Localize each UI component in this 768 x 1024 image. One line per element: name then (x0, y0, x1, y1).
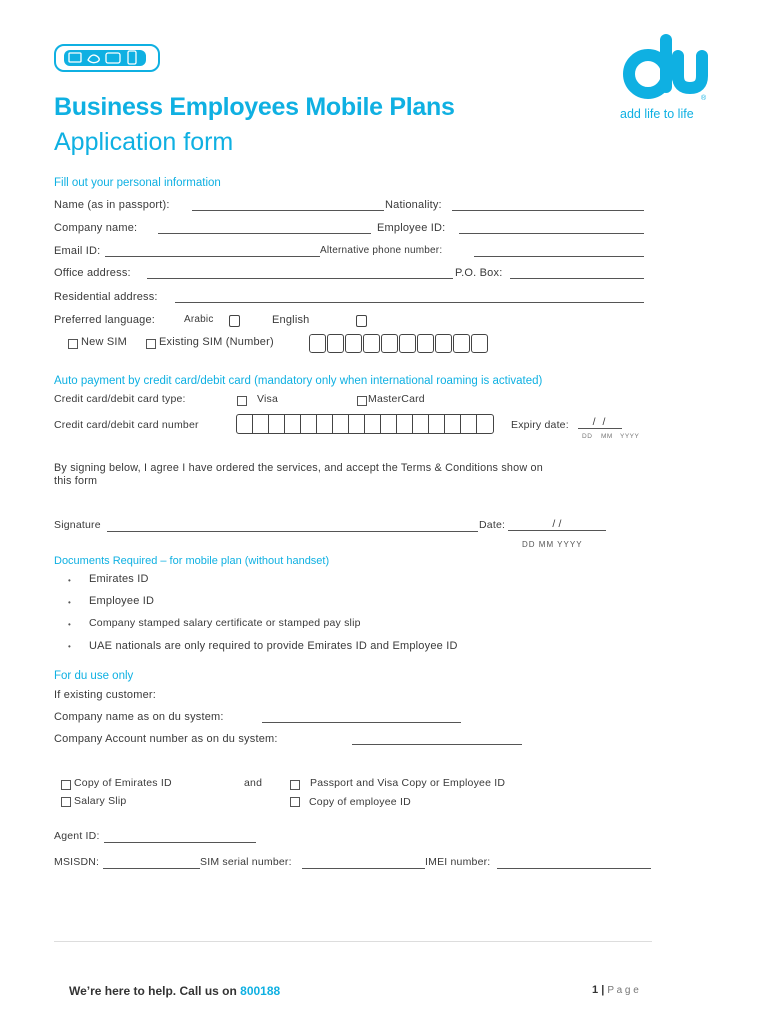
employee-id-field[interactable] (459, 233, 644, 234)
existing-sim-label: Existing SIM (Number) (159, 336, 274, 348)
company-name-field[interactable] (158, 233, 371, 234)
expiry-hint-dd: DD (582, 433, 593, 440)
email-field[interactable] (105, 256, 320, 257)
visa-checkbox[interactable] (237, 396, 247, 406)
document-item: Company stamped salary certificate or stamped pay slip (89, 617, 361, 629)
expiry-date-field[interactable]: / / (578, 416, 622, 429)
existing-customer-label: If existing customer: (54, 689, 157, 701)
page-separator: | (601, 984, 605, 996)
du-account-number-field[interactable] (352, 744, 522, 745)
copy-emirates-id-label: Copy of Emirates ID (74, 777, 172, 789)
agent-id-field[interactable] (104, 842, 256, 843)
and-label: and (244, 777, 263, 789)
arabic-checkbox[interactable] (229, 315, 240, 327)
signature-label: Signature (54, 519, 101, 531)
agreement-text-line1: By signing below, I agree I have ordered the services, and accept the Terms & Conditions show on (54, 462, 543, 474)
employee-id-label: Employee ID: (377, 222, 446, 234)
expiry-date-label: Expiry date: (511, 419, 569, 431)
signature-field[interactable] (107, 531, 478, 532)
expiry-hint-mm: MM (601, 433, 613, 440)
nationality-field[interactable] (452, 210, 644, 211)
existing-sim-checkbox[interactable] (146, 339, 156, 349)
bullet: • (68, 620, 71, 629)
mastercard-label: MasterCard (368, 393, 425, 405)
new-sim-checkbox[interactable] (68, 339, 78, 349)
date-label: Date: (479, 519, 506, 531)
payment-heading: Auto payment by credit card/debit card (mandatory only when international roaming is activated) (54, 375, 543, 387)
salary-slip-label: Salary Slip (74, 795, 127, 807)
alt-phone-label: Alternative phone number: (320, 245, 443, 256)
new-sim-label: New SIM (81, 336, 128, 348)
office-address-label: Office address: (54, 267, 131, 279)
imei-field[interactable] (497, 868, 651, 869)
brand-tagline: add life to life (620, 107, 694, 121)
residential-address-label: Residential address: (54, 291, 158, 303)
card-number-boxes[interactable] (236, 414, 494, 434)
office-address-field[interactable] (147, 278, 453, 279)
svg-text:®: ® (701, 95, 707, 102)
agent-id-label: Agent ID: (54, 830, 100, 842)
copy-emirates-id-checkbox[interactable] (61, 780, 71, 790)
card-type-label: Credit card/debit card type: (54, 393, 186, 405)
company-name-label: Company name: (54, 222, 138, 234)
page-number-value: 1 (592, 984, 599, 996)
sim-serial-label: SIM serial number: (200, 856, 292, 868)
bullet: • (68, 576, 71, 585)
visa-label: Visa (257, 393, 279, 405)
agreement-text-line2: this form (54, 475, 98, 487)
document-item: Emirates ID (89, 573, 149, 585)
preferred-language-label: Preferred language: (54, 314, 156, 326)
du-company-name-field[interactable] (262, 722, 461, 723)
english-checkbox[interactable] (356, 315, 367, 327)
sim-serial-field[interactable] (302, 868, 425, 869)
copy-employee-id-label: Copy of employee ID (309, 796, 411, 808)
nationality-label: Nationality: (385, 199, 442, 211)
document-item: UAE nationals are only required to provide Emirates ID and Employee ID (89, 640, 458, 652)
document-item: Employee ID (89, 595, 155, 607)
msisdn-field[interactable] (103, 868, 200, 869)
arabic-label: Arabic (184, 314, 214, 325)
copy-employee-id-checkbox[interactable] (290, 797, 300, 807)
bullet: • (68, 598, 71, 607)
page-label: P a g e (607, 985, 639, 996)
english-label: English (272, 314, 310, 326)
page-subtitle: Application form (54, 128, 234, 156)
po-box-label: P.O. Box: (455, 267, 503, 279)
footer-help (69, 984, 280, 998)
date-hint: DD MM YYYY (522, 540, 583, 549)
msisdn-label: MSISDN: (54, 856, 100, 868)
salary-slip-checkbox[interactable] (61, 797, 71, 807)
passport-visa-label: Passport and Visa Copy or Employee ID (310, 777, 506, 789)
bullet: • (68, 642, 71, 651)
date-field[interactable]: / / (508, 518, 606, 531)
alt-phone-field[interactable] (474, 256, 644, 257)
du-use-heading: For du use only (54, 670, 134, 682)
residential-address-field[interactable] (175, 302, 644, 303)
page-title: Business Employees Mobile Plans (54, 93, 455, 121)
card-number-label: Credit card/debit card number (54, 419, 199, 431)
footer-phone-number[interactable]: 800188 (240, 984, 281, 998)
personal-info-heading: Fill out your personal information (54, 177, 221, 189)
name-label: Name (as in passport): (54, 199, 170, 211)
documents-heading: Documents Required – for mobile plan (without handset) (54, 555, 330, 567)
du-company-name-label: Company name as on du system: (54, 711, 224, 723)
expiry-hint-yyyy: YYYY (620, 433, 640, 440)
du-account-number-label: Company Account number as on du system: (54, 733, 278, 745)
email-label: Email ID: (54, 245, 101, 257)
footer-divider (54, 941, 652, 942)
du-logo (620, 30, 710, 105)
services-icons-badge (54, 44, 160, 72)
imei-label: IMEI number: (425, 856, 491, 868)
page-number (592, 984, 639, 996)
po-box-field[interactable] (510, 278, 644, 279)
existing-sim-number-boxes[interactable] (309, 334, 489, 353)
services-icons (56, 46, 158, 70)
footer-help-text: We’re here to help. Call us on (69, 984, 237, 998)
passport-visa-checkbox[interactable] (290, 780, 300, 790)
mastercard-checkbox[interactable] (357, 396, 367, 406)
name-field[interactable] (192, 210, 384, 211)
